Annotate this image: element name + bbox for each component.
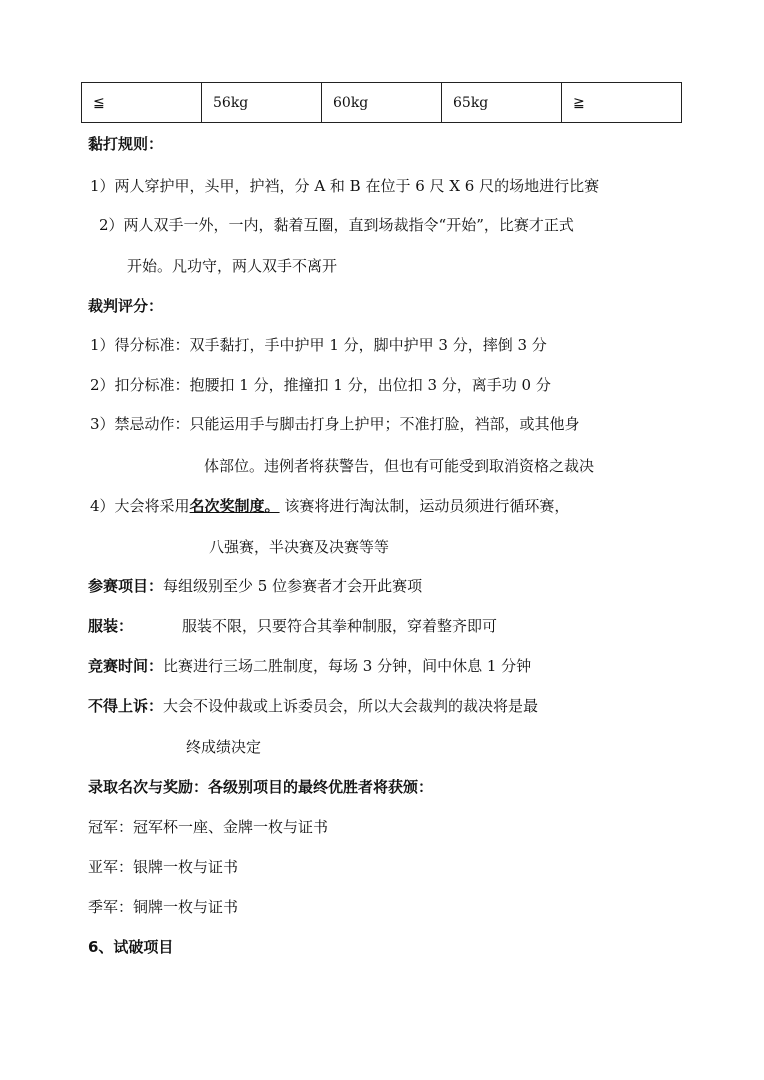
match-time-text: 比赛进行三场二胜制度，每场 3 分钟，间中休息 1 分钟 xyxy=(163,657,532,675)
sticking-rule-2: 2）两人双手一外，一内，黏着互圈，直到场裁指令“开始”，比赛才正式 xyxy=(99,216,574,234)
events-text: 每组级别至少 5 位参赛者才会开此赛项 xyxy=(163,577,423,595)
scoring-rule-3: 3）禁忌动作：只能运用手与脚击打身上护甲；不准打脸，裆部，或其他身 xyxy=(90,415,580,433)
table-cell: ≦ xyxy=(82,83,202,123)
award-runner-up: 亚军：银牌一枚与证书 xyxy=(88,858,239,876)
no-appeal-cont: 终成绩决定 xyxy=(186,738,262,756)
attire-text: 服装不限，只要符合其拳种制服，穿着整齐即可 xyxy=(182,617,498,635)
scoring-rule-1: 1）得分标准：双手黏打，手中护甲 1 分，脚中护甲 3 分，摔倒 3 分 xyxy=(90,336,547,354)
attire-label: 服装： xyxy=(88,617,134,635)
scoring-rule-4 xyxy=(90,496,569,516)
match-time-row xyxy=(88,656,531,676)
no-appeal-row xyxy=(88,696,538,716)
scoring-rule-4-cont: 八强赛，半决赛及决赛等等 xyxy=(209,538,390,556)
section-6-heading: 6、试破项目 xyxy=(88,938,174,956)
sticking-rules-heading: 黏打规则： xyxy=(88,135,164,153)
attire-row xyxy=(88,616,133,636)
no-appeal-label: 不得上诉： xyxy=(88,697,164,715)
sticking-rule-1: 1）两人穿护甲，头甲，护裆，分 A 和 B 在位于 6 尺 X 6 尺的场地进行比赛 xyxy=(90,177,600,195)
table-cell: 65kg xyxy=(442,83,562,123)
events-row xyxy=(88,576,422,596)
referee-scoring-heading: 裁判评分： xyxy=(88,297,164,315)
events-label: 参赛项目： xyxy=(88,577,164,595)
award-champion: 冠军：冠军杯一座、金牌一枚与证书 xyxy=(88,818,329,836)
scoring-rule-3-cont: 体部位。违例者将获警告，但也有可能受到取消资格之裁决 xyxy=(204,457,595,475)
table-cell: ≧ xyxy=(562,83,682,123)
weight-class-table xyxy=(81,82,682,123)
table-cell: 56kg xyxy=(202,83,322,123)
award-third: 季军：铜牌一枚与证书 xyxy=(88,898,239,916)
sticking-rule-2-cont: 开始。凡功守，两人双手不离开 xyxy=(127,257,338,275)
table-cell: 60kg xyxy=(322,83,442,123)
no-appeal-text: 大会不设仲裁或上诉委员会，所以大会裁判的裁决将是最 xyxy=(163,697,539,715)
award-system-emphasis: 名次奖制度。 xyxy=(189,497,280,515)
scoring-rule-2: 2）扣分标准：抱腰扣 1 分，推撞扣 1 分，出位扣 3 分，离手功 0 分 xyxy=(90,376,551,394)
awards-heading: 录取名次与奖励：各级别项目的最终优胜者将获颁： xyxy=(88,778,434,796)
match-time-label: 竞赛时间： xyxy=(88,657,164,675)
table-row xyxy=(82,83,682,123)
scoring-rule-4-suffix: 该赛将进行淘汰制，运动员须进行循环赛， xyxy=(279,497,570,515)
scoring-rule-4-prefix: 4）大会将采用 xyxy=(90,497,190,515)
